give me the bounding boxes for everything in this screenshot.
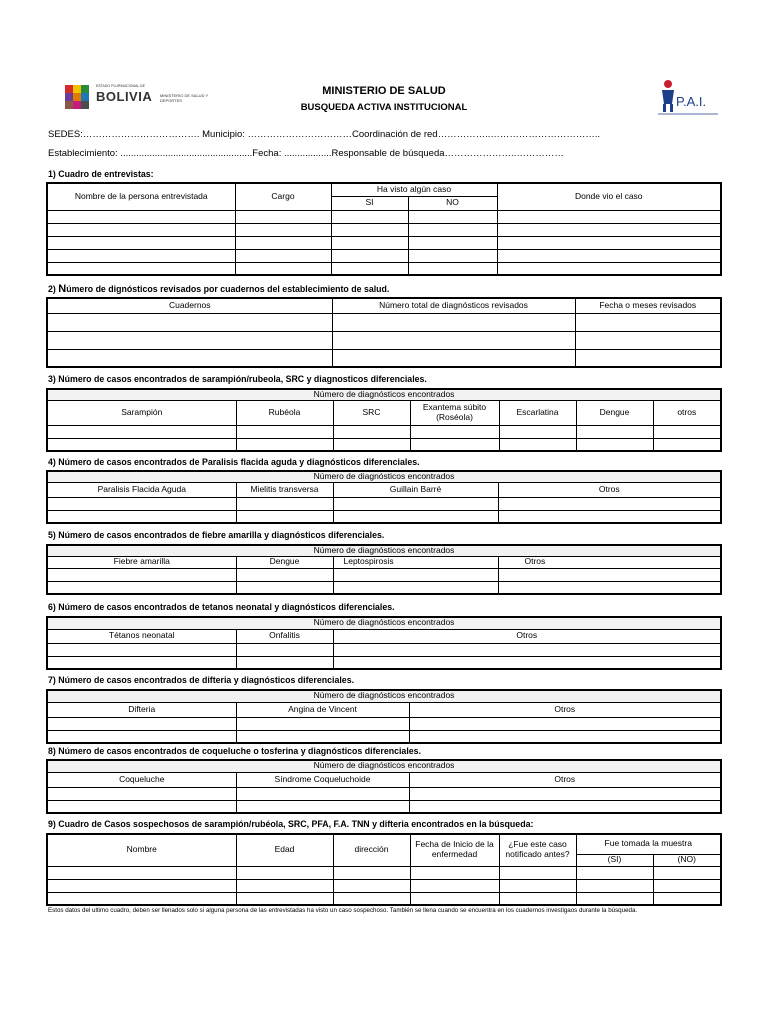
section-9-title: 9) Cuadro de Casos sospechosos de sarampión/rubéola, SRC, PFA, F.A. TNN y difteria encontrados en la búsqueda: bbox=[48, 819, 534, 829]
group-header: Número de diagnósticos encontrados bbox=[47, 760, 721, 772]
table-row[interactable] bbox=[47, 438, 721, 451]
col-coqueluche: Coqueluche bbox=[47, 772, 236, 787]
col-donde: Donde vio el caso bbox=[497, 183, 721, 210]
table-row[interactable] bbox=[47, 643, 721, 656]
table-row[interactable] bbox=[47, 425, 721, 438]
col-otros: Otros bbox=[409, 772, 721, 787]
field-line-establecimiento[interactable]: Establecimiento: ..................................................Fecha: ..................Responsable de búsqueda…………………..…………… bbox=[48, 148, 564, 159]
col-visto: Ha visto algún caso bbox=[331, 183, 497, 196]
table-row[interactable] bbox=[47, 787, 721, 800]
col-muestra-si: (SI) bbox=[576, 854, 653, 866]
group-header: Número de diagnósticos encontrados bbox=[47, 690, 721, 702]
col-cargo: Cargo bbox=[235, 183, 331, 210]
section-6-title: 6) Número de casos encontrados de tetanos neonatal y diagnósticos diferenciales. bbox=[48, 602, 395, 612]
yellow-fever-table bbox=[46, 544, 722, 595]
col-notificado: ¿Fue este caso notificado antes? bbox=[499, 834, 576, 866]
col-dengue: Dengue bbox=[236, 556, 333, 568]
section-3-title: 3) Número de casos encontrados de sarampión/rubeola, SRC y diagnosticos diferenciales. bbox=[48, 374, 427, 384]
section-4-title: 4) Número de casos encontrados de Paralisis flacida aguda y diagnósticos diferenciales. bbox=[48, 457, 420, 467]
table-row[interactable] bbox=[47, 730, 721, 743]
col-difteria: Difteria bbox=[47, 702, 236, 717]
table-row[interactable] bbox=[47, 717, 721, 730]
col-edad: Edad bbox=[236, 834, 333, 866]
col-otros: Otros bbox=[498, 482, 721, 497]
col-angina: Angina de Vincent bbox=[236, 702, 409, 717]
table-row[interactable] bbox=[47, 497, 721, 510]
section-2-title bbox=[48, 283, 389, 295]
col-tetanos: Tétanos neonatal bbox=[47, 629, 236, 643]
col-otros: otros bbox=[653, 400, 721, 425]
col-direccion: dirección bbox=[333, 834, 410, 866]
col-sindrome: Síndrome Coqueluchoide bbox=[236, 772, 409, 787]
table-row[interactable] bbox=[47, 892, 721, 905]
group-header: Número de diagnósticos encontrados bbox=[47, 617, 721, 629]
col-leptospirosis: Leptospirosis bbox=[333, 556, 498, 568]
col-otros: Otros bbox=[409, 702, 721, 717]
col-total: Número total de diagnósticos revisados bbox=[332, 298, 575, 313]
col-nombre: Nombre bbox=[47, 834, 236, 866]
col-muestra: Fue tomada la muestra bbox=[576, 834, 721, 854]
table-row[interactable] bbox=[47, 656, 721, 669]
col-otros: Otros bbox=[333, 629, 721, 643]
footnote: Estos datos del ultimo cuadro, deben ser llenados solo si alguna persona de las entrevistadas ha visto un caso sospechoso. También se llena cuando se encuentra en los cuadernos investigaos durante la búsqueda. bbox=[48, 907, 638, 914]
page-title: MINISTERIO DE SALUD bbox=[322, 85, 446, 97]
table-row[interactable] bbox=[47, 879, 721, 892]
section-2-initial: N bbox=[58, 283, 67, 295]
col-escarlatina: Escarlatina bbox=[499, 400, 576, 425]
col-otros: Otros bbox=[498, 556, 721, 568]
col-fecha-inicio: Fecha de Inicio de la enfermedad bbox=[410, 834, 499, 866]
group-header: Número de diagnósticos encontrados bbox=[47, 471, 721, 482]
table-row[interactable] bbox=[47, 568, 721, 581]
table-row[interactable] bbox=[47, 349, 721, 367]
col-nombre: Nombre de la persona entrevistada bbox=[47, 183, 235, 210]
table-row[interactable] bbox=[47, 313, 721, 331]
logo-ministry-text: MINISTERIO DE SALUD Y DEPORTES bbox=[160, 93, 209, 103]
section-8-title: 8) Número de casos encontrados de coqueluche o tosferina y diagnósticos diferenciales. bbox=[48, 746, 421, 756]
section-2-number: 2) bbox=[48, 284, 56, 294]
logo-small-text: ESTADO PLURINACIONAL DE bbox=[96, 84, 146, 88]
neonatal-tetanus-table bbox=[46, 616, 722, 670]
interviews-table bbox=[46, 182, 722, 276]
section-7-title: 7) Número de casos encontrados de difteria y diagnósticos diferenciales. bbox=[48, 675, 355, 685]
col-dengue: Dengue bbox=[576, 400, 653, 425]
col-cuadernos: Cuadernos bbox=[47, 298, 332, 313]
col-rubeola: Rubéola bbox=[236, 400, 333, 425]
col-muestra-no: (NO) bbox=[653, 854, 721, 866]
pai-logo-text: P.A.I. bbox=[676, 94, 707, 109]
table-row[interactable] bbox=[47, 331, 721, 349]
col-mielitis: Mielitis transversa bbox=[236, 482, 333, 497]
col-fecha-meses: Fecha o meses revisados bbox=[575, 298, 721, 313]
table-row[interactable] bbox=[47, 223, 721, 236]
section-1-title: 1) Cuadro de entrevistas: bbox=[48, 169, 154, 179]
measles-table bbox=[46, 388, 722, 452]
col-src: SRC bbox=[333, 400, 410, 425]
table-row[interactable] bbox=[47, 210, 721, 223]
table-row[interactable] bbox=[47, 510, 721, 523]
section-5-title: 5) Número de casos encontrados de fiebre amarilla y diagnósticos diferenciales. bbox=[48, 530, 385, 540]
section-2-rest: úmero de dignósticos revisados por cuadernos del establecimiento de salud. bbox=[66, 284, 390, 294]
table-row[interactable] bbox=[47, 236, 721, 249]
group-header: Número de diagnósticos encontrados bbox=[47, 389, 721, 400]
page-subtitle: BUSQUEDA ACTIVA INSTITUCIONAL bbox=[300, 102, 468, 113]
group-header: Número de diagnósticos encontrados bbox=[47, 545, 721, 556]
pertussis-table bbox=[46, 759, 722, 814]
table-row[interactable] bbox=[47, 800, 721, 813]
col-sarampion: Sarampión bbox=[47, 400, 236, 425]
table-row[interactable] bbox=[47, 866, 721, 879]
pfa-table bbox=[46, 470, 722, 524]
col-onfalitis: Onfalitis bbox=[236, 629, 333, 643]
suspected-cases-table bbox=[46, 833, 722, 906]
diphtheria-table bbox=[46, 689, 722, 744]
logo-bolivia-text: BOLIVIA bbox=[96, 89, 153, 104]
table-row[interactable] bbox=[47, 581, 721, 594]
diagnostics-review-table bbox=[46, 297, 722, 368]
col-pfa: Paralisis Flacida Aguda bbox=[47, 482, 236, 497]
table-row[interactable] bbox=[47, 262, 721, 275]
col-fiebre-amarilla: Fiebre amarilla bbox=[47, 556, 236, 568]
col-si: SI bbox=[331, 196, 408, 210]
col-no: NO bbox=[408, 196, 497, 210]
col-exantema: Exantema súbito (Roséola) bbox=[410, 400, 499, 425]
table-row[interactable] bbox=[47, 249, 721, 262]
col-guillain: Guillain Barré bbox=[333, 482, 498, 497]
field-line-sedes[interactable]: SEDES:………………………………. Municipio: ……………………………Coordinación de red……………..…………………………….. bbox=[48, 129, 601, 140]
